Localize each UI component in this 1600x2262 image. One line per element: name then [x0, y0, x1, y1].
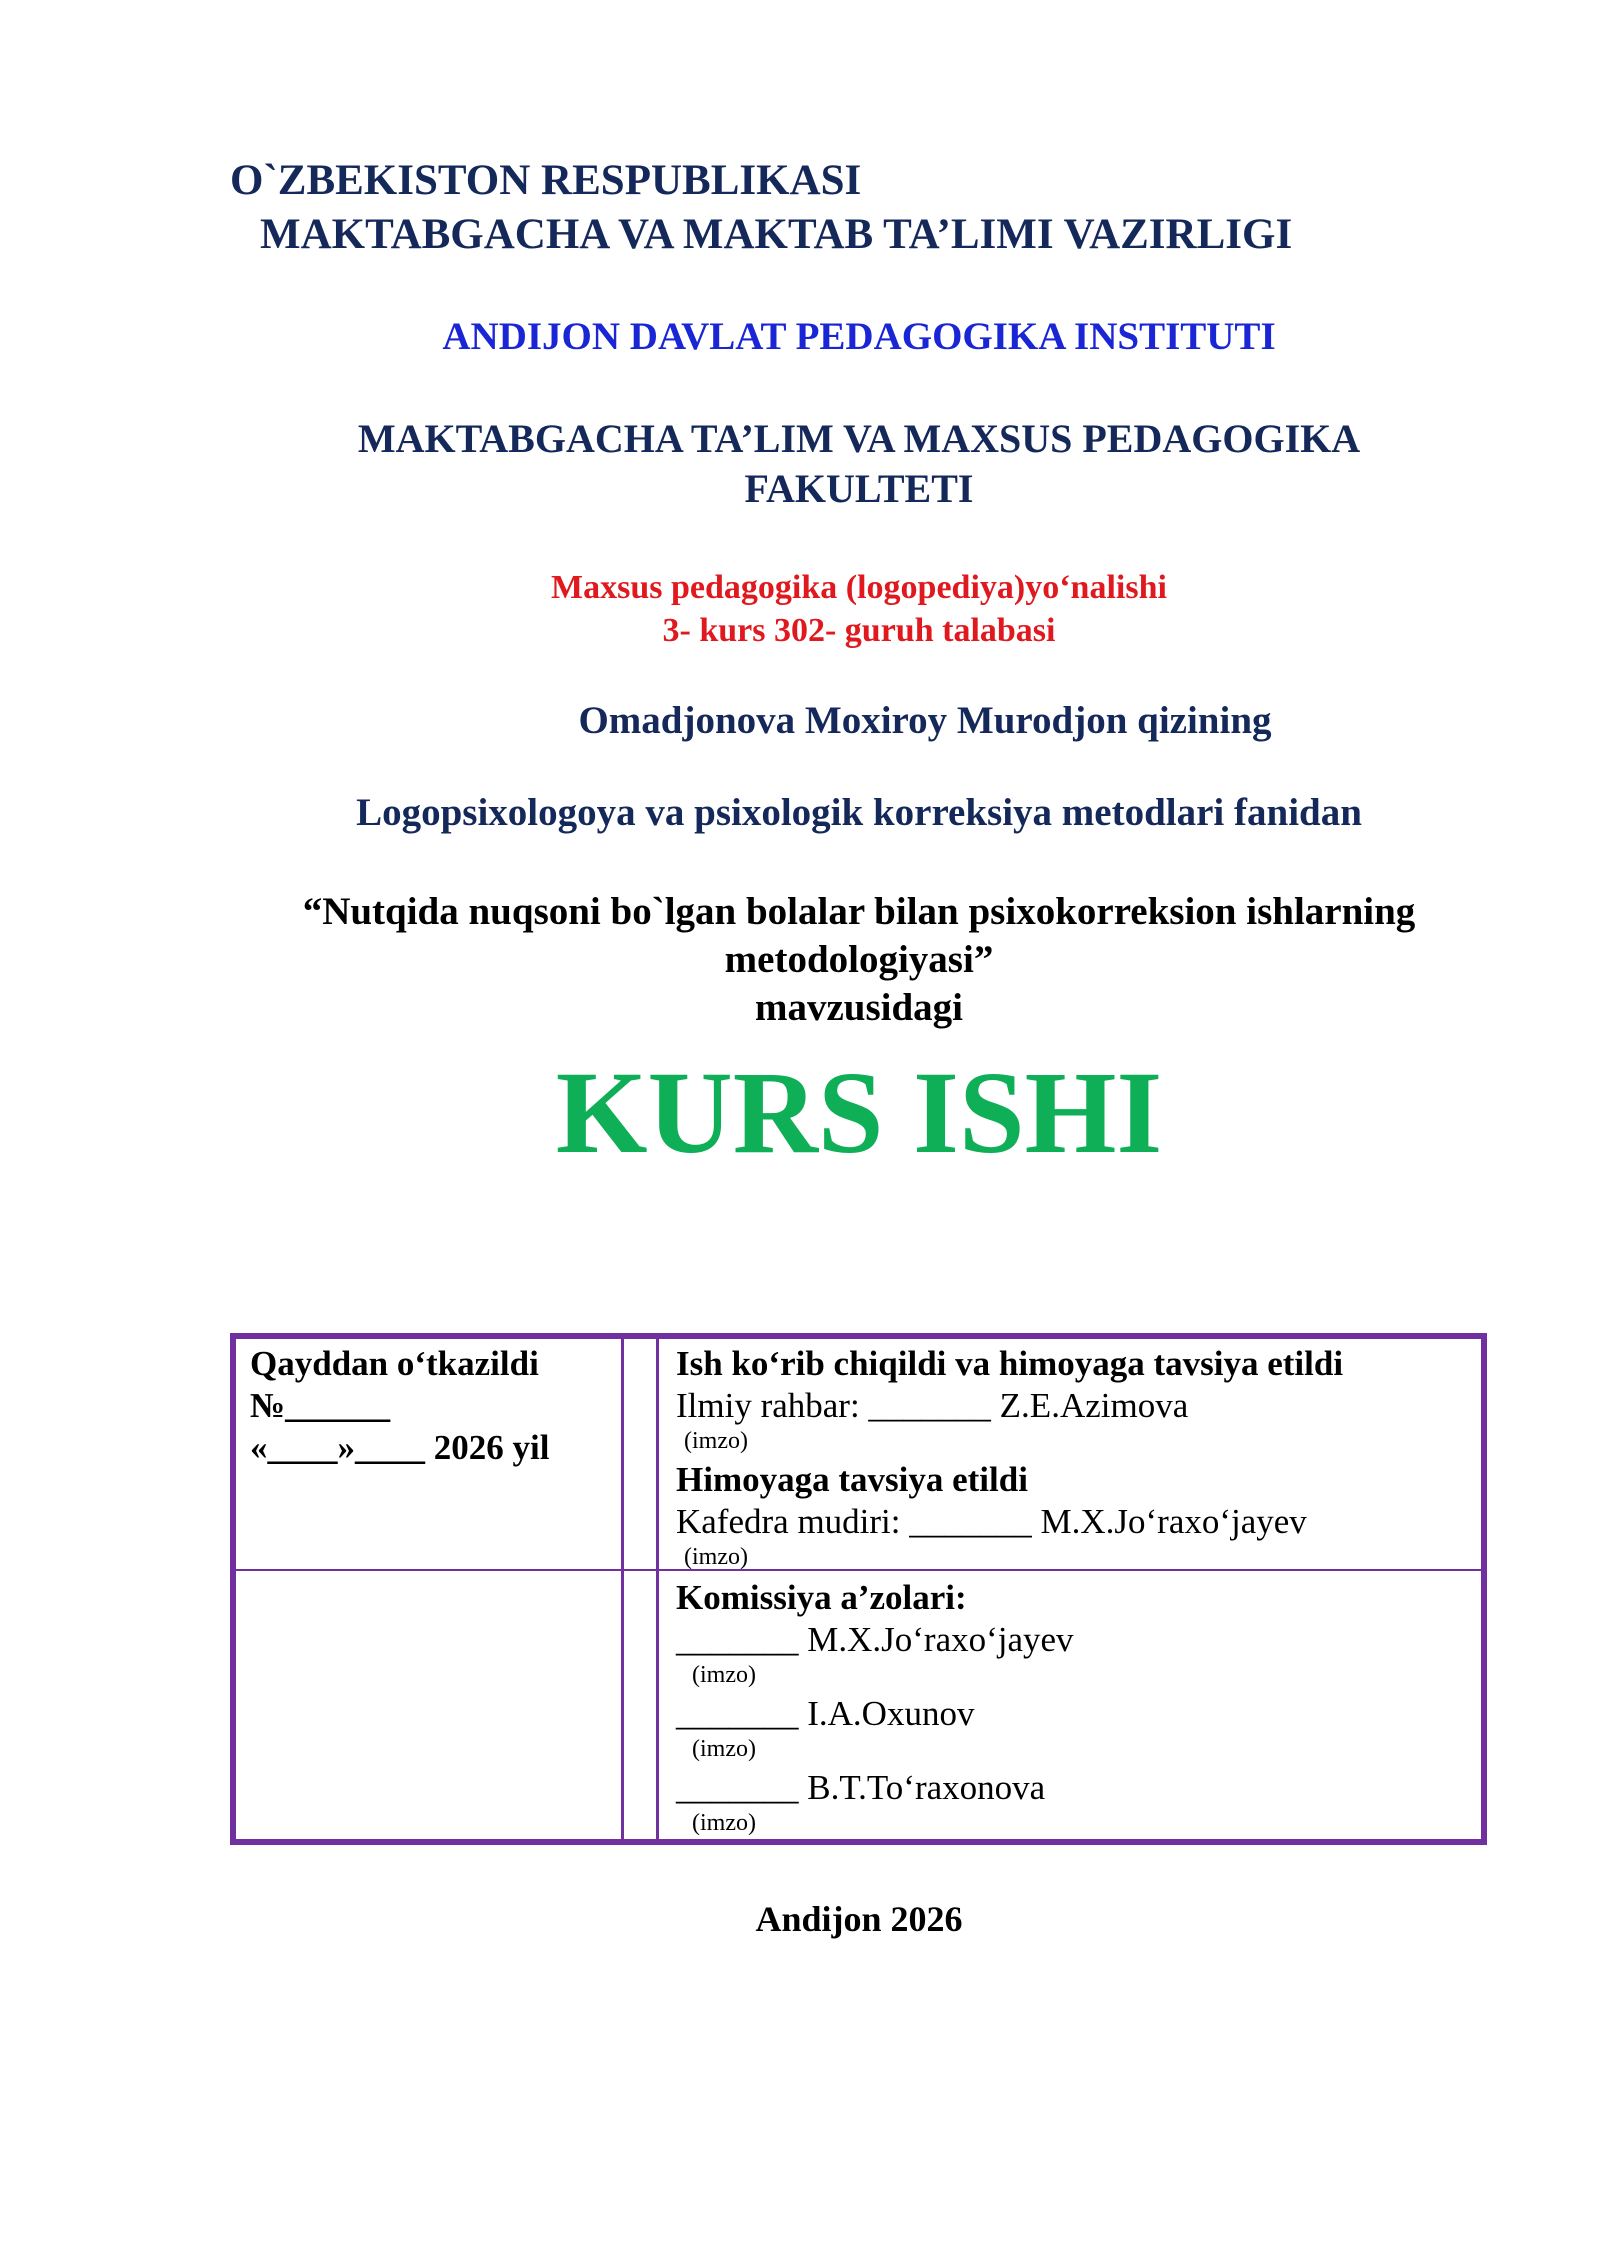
ministry-line1: O`ZBEKISTON RESPUBLIKASI [230, 157, 862, 204]
table-row-divider [236, 1569, 1481, 1571]
signature-label: (imzo) [692, 1736, 756, 1762]
document-type-title: KURS ISHI [555, 1047, 1163, 1178]
review-title: Ish ko‘rib chiqildi va himoyaga tavsiya etildi [676, 1344, 1344, 1383]
ministry-line2: MAKTABGACHA VA MAKTAB TA’LIMI VAZIRLIGI [260, 211, 1293, 258]
faculty-line2: FAKULTETI [744, 466, 974, 511]
department-head-line: Kafedra mudiri: _______ M.X.Jo‘raxo‘jayev [676, 1502, 1307, 1541]
topic [0, 888, 1600, 1032]
signature-label: (imzo) [692, 1810, 756, 1836]
registration-date: «____»____ 2026 yil [250, 1428, 550, 1467]
supervisor-line: Ilmiy rahbar: _______ Z.E.Azimova [676, 1386, 1189, 1425]
commission-member: _______ M.X.Jo‘raxo‘jayev [676, 1620, 1074, 1659]
student-name: Omadjonova Moxiroy Murodjon qizining [578, 699, 1272, 742]
faculty-line1: MAKTABGACHA TA’LIM VA MAXSUS PEDAGOGIKA [357, 416, 1361, 461]
student-direction [0, 566, 1600, 652]
recommended-title: Himoyaga tavsiya etildi [676, 1460, 1028, 1499]
direction-text: Maxsus pedagogika (logopediya)yo‘nalishi [551, 569, 1167, 606]
topic-suffix: mavzusidagi [754, 986, 964, 1029]
subject-line: Logopsixologoya va psixologik korreksiya metodlari fanidan [356, 791, 1362, 834]
signature-label: (imzo) [692, 1662, 756, 1688]
registration-number: №______ [250, 1386, 391, 1425]
approval-table [230, 1333, 1487, 1845]
topic-line1: “Nutqida nuqsoni bo`lgan bolalar bilan psixokorreksion ishlarning [302, 890, 1416, 933]
faculty-name [0, 414, 1600, 514]
signature-label: (imzo) [684, 1544, 748, 1570]
registration-title: Qayddan o‘tkazildi [250, 1344, 539, 1383]
topic-line2: metodologiyasi” [724, 938, 994, 981]
table-divider [621, 1339, 624, 1839]
institute-name: ANDIJON DAVLAT PEDAGOGIKA INSTITUTI [442, 315, 1276, 358]
table-divider [656, 1339, 659, 1839]
group-text: 3- kurs 302- guruh talabasi [662, 612, 1056, 649]
signature-label: (imzo) [684, 1428, 748, 1454]
commission-title: Komissiya a’zolari: [676, 1578, 967, 1617]
commission-member: _______ I.A.Oxunov [676, 1694, 975, 1733]
footer-city-year: Andijon 2026 [755, 1899, 963, 1939]
commission-member: _______ B.T.To‘raxonova [676, 1768, 1046, 1807]
